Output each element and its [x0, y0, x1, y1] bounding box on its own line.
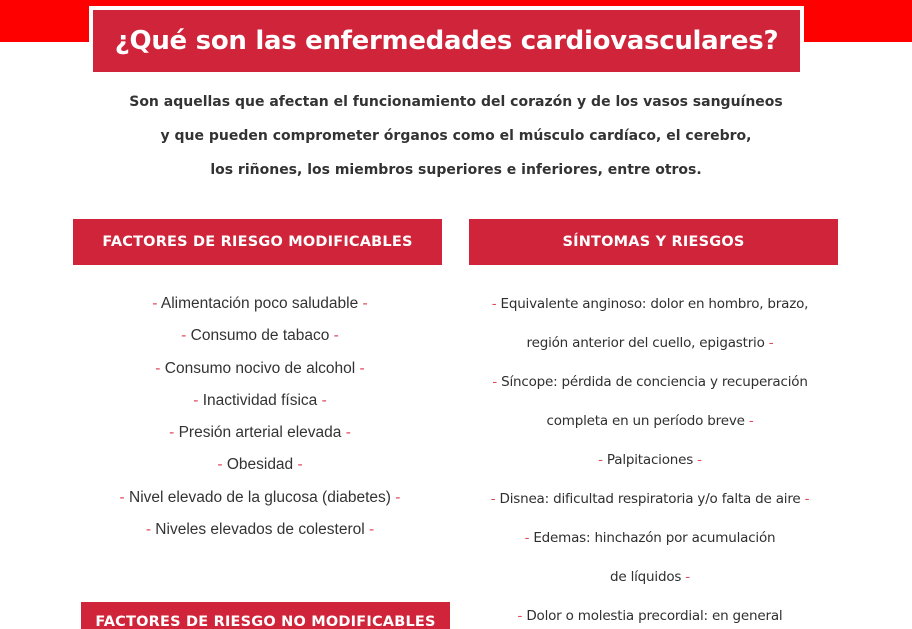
list-item-text: Inactividad física: [198, 391, 322, 409]
dash-marker: -: [490, 491, 500, 507]
list-item-text: Alimentación poco saludable: [157, 295, 363, 312]
dash-marker: -: [119, 488, 125, 506]
intro-line: los riñones, los miembros superiores e inferiores, entre otros.: [210, 162, 702, 178]
dash-marker: -: [395, 488, 401, 506]
list-item-text: región anterior del cuello, epigastrio: [526, 335, 765, 351]
list-item: [45, 417, 475, 449]
list-item: [45, 449, 475, 481]
dash-marker: -: [764, 335, 774, 351]
list-item: [45, 320, 475, 352]
list-item: [450, 324, 850, 363]
dash-marker: -: [681, 569, 690, 585]
list-item: [450, 558, 850, 597]
dash-marker: -: [155, 359, 161, 377]
list-item: [45, 514, 475, 546]
intro-line: y que pueden comprometer órganos como el músculo cardíaco, el cerebro,: [160, 128, 752, 144]
dash-marker: -: [217, 456, 223, 474]
dash-marker: -: [181, 327, 187, 345]
list-item-text: Palpitaciones: [606, 452, 694, 468]
dash-marker: -: [333, 327, 339, 345]
dash-marker: -: [193, 391, 199, 409]
dash-marker: -: [152, 295, 158, 312]
list-item-text: Dolor o molestia precordial: en general: [526, 608, 783, 624]
list-item-text: Nivel elevado de la glucosa (diabetes): [124, 488, 396, 506]
symptoms-header: SÍNTOMAS Y RIESGOS: [469, 219, 838, 265]
dash-marker: -: [598, 452, 607, 468]
list-item: [45, 288, 475, 320]
modifiable-factors-header: FACTORES DE RIESGO MODIFICABLES: [73, 219, 442, 265]
dash-marker: -: [345, 424, 351, 442]
list-item-text: Niveles elevados de colesterol: [151, 521, 369, 539]
intro-paragraph: [0, 90, 912, 192]
list-item-text: Equivalente anginoso: dolor en hombro, brazo,: [500, 296, 809, 312]
list-item-text: de líquidos: [610, 569, 682, 585]
list-item: [45, 482, 475, 514]
list-item: [450, 480, 850, 519]
dash-marker: -: [744, 413, 754, 429]
dash-marker: -: [321, 391, 327, 409]
list-item: [45, 353, 475, 385]
dash-marker: -: [145, 521, 151, 539]
dash-marker: -: [491, 296, 501, 312]
list-item: [450, 441, 850, 480]
dash-marker: -: [800, 491, 810, 507]
list-item-text: Edemas: hinchazón por acumulación: [533, 530, 776, 546]
list-item-text: Síncope: pérdida de conciencia y recuperación: [501, 374, 808, 390]
list-item: [450, 519, 850, 558]
list-item-text: completa en un período breve: [546, 413, 745, 429]
dash-marker: -: [368, 521, 375, 539]
list-item: [450, 363, 850, 402]
page-title: ¿Qué son las enfermedades cardiovasculares?: [114, 26, 779, 56]
list-item: [450, 597, 850, 629]
dash-marker: -: [492, 374, 502, 390]
symptoms-list: [450, 285, 850, 629]
intro-line: Son aquellas que afectan el funcionamiento del corazón y de los vasos sanguíneos: [129, 94, 783, 110]
list-item: [450, 285, 850, 324]
title-banner: [89, 6, 804, 76]
dash-marker: -: [169, 424, 175, 442]
dash-marker: -: [297, 456, 303, 474]
list-item-text: Consumo de tabaco: [186, 327, 334, 345]
list-item: [450, 402, 850, 441]
list-item: [45, 385, 475, 417]
title-panel: [93, 10, 800, 72]
list-item-text: Presión arterial elevada: [174, 424, 346, 442]
list-item-text: Consumo nocivo de alcohol: [160, 359, 360, 377]
dash-marker: -: [524, 530, 534, 546]
dash-marker: -: [359, 359, 365, 377]
modifiable-factors-list: [45, 288, 475, 546]
dash-marker: -: [362, 295, 368, 312]
list-item-text: Obesidad: [222, 456, 298, 474]
dash-marker: -: [517, 608, 527, 624]
list-item-text: Disnea: dificultad respiratoria y/o falta de aire: [499, 491, 801, 507]
non-modifiable-factors-header: FACTORES DE RIESGO NO MODIFICABLES: [81, 602, 450, 629]
dash-marker: -: [693, 452, 702, 468]
